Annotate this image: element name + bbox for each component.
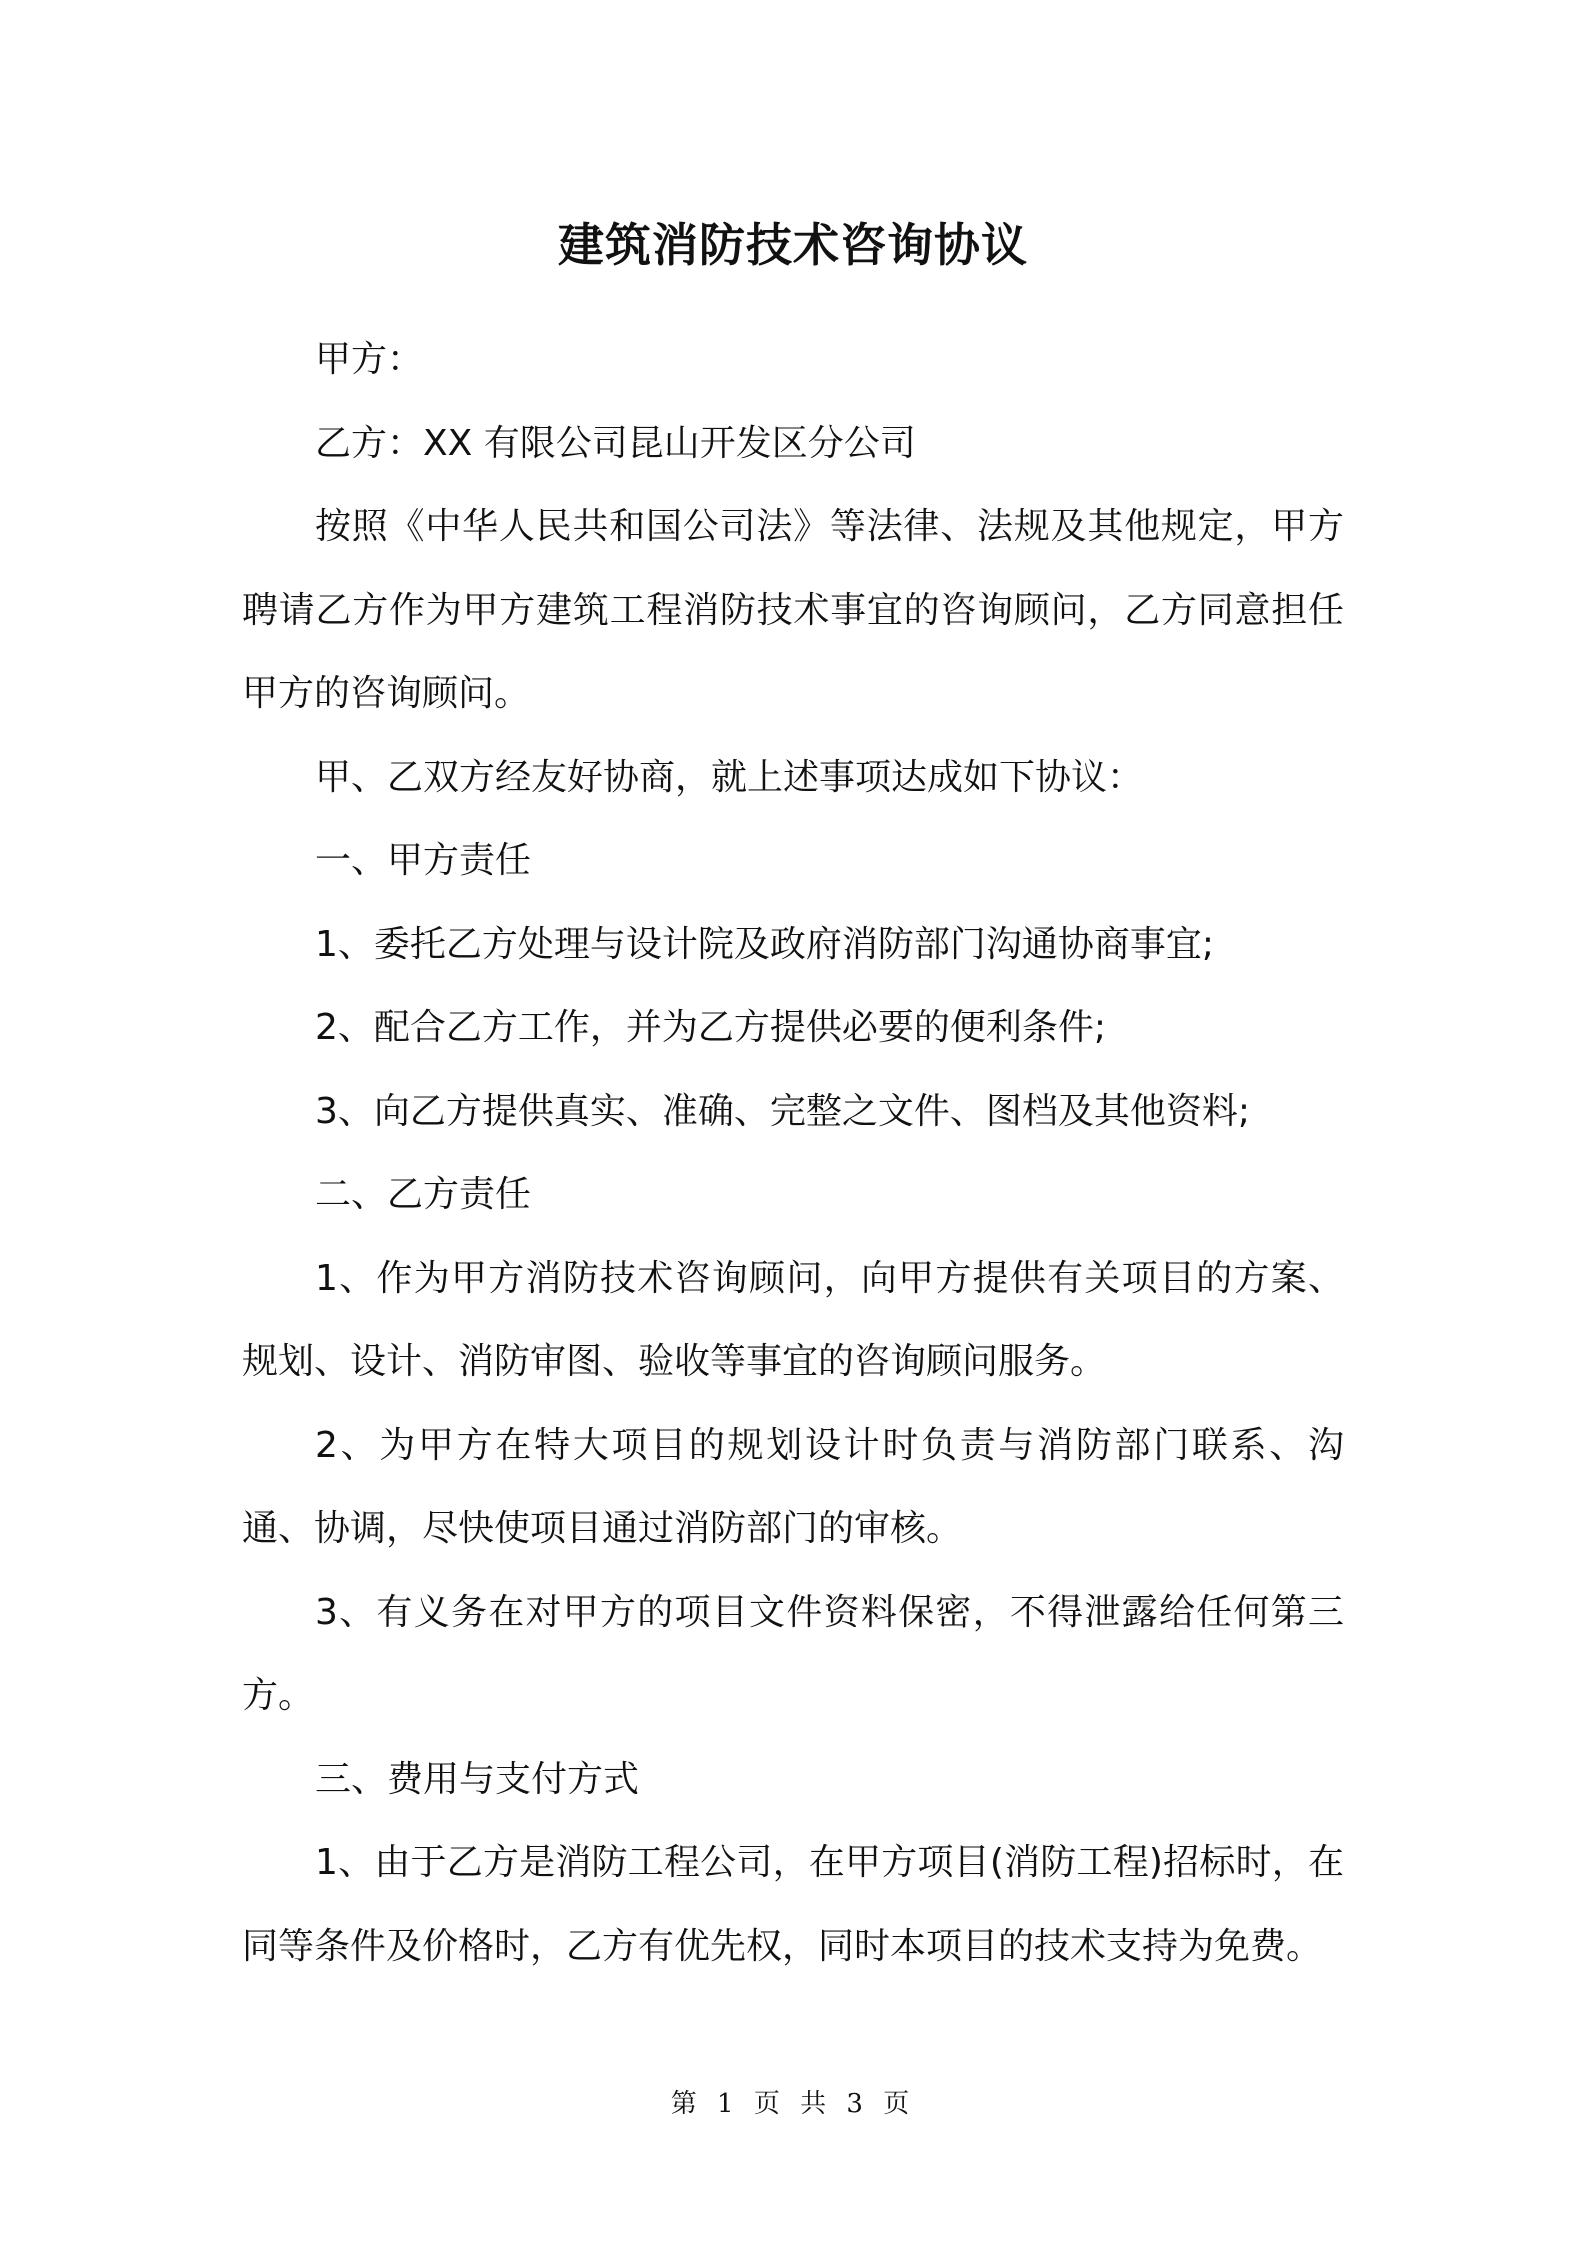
- document-body: [242, 318, 1344, 1988]
- document-title: 建筑消防技术咨询协议: [558, 218, 1028, 272]
- section-heading-fees: 三、费用与支付方式: [315, 1758, 640, 1800]
- party-b-line: 乙方：XX 有限公司昆山开发区分公司: [315, 422, 916, 464]
- intro-paragraph: 按照《中华人民共和国公司法》等法律、法规及其他规定，甲方聘请乙方作为甲方建筑工程消防技术事宜的咨询顾问，乙方同意担任甲方的咨询顾问。: [242, 506, 1344, 714]
- section-heading-party-b: 二、乙方责任: [315, 1174, 532, 1215]
- agreement-paragraph: 甲、乙双方经友好协商，就上述事项达成如下协议：: [315, 756, 1144, 798]
- party-a-item-3: 3、向乙方提供真实、准确、完整之文件、图档及其他资料;: [315, 1090, 1251, 1132]
- party-b-item-2: 2、为甲方在特大项目的规划设计时负责与消防部门联系、沟通、协调，尽快使项目通过消防部门的审核。: [242, 1424, 1344, 1549]
- fees-item-1: 1、由于乙方是消防工程公司，在甲方项目(消防工程)招标时，在同等条件及价格时，乙方有优先权，同时本项目的技术支持为免费。: [242, 1842, 1344, 1967]
- party-a-item-1: 1、委托乙方处理与设计院及政府消防部门沟通协商事宜;: [315, 923, 1215, 965]
- page-number-footer: 第 1 页 共 3 页: [670, 2089, 916, 2119]
- section-heading-party-a: 一、甲方责任: [315, 840, 532, 881]
- party-b-item-1: 1、作为甲方消防技术咨询顾问，向甲方提供有关项目的方案、规划、设计、消防审图、验收等事宜的咨询顾问服务。: [242, 1257, 1344, 1382]
- party-b-item-3: 3、有义务在对甲方的项目文件资料保密，不得泄露给任何第三方。: [242, 1591, 1344, 1716]
- party-a-line: 甲方：: [315, 339, 424, 380]
- party-a-item-2: 2、配合乙方工作，并为乙方提供必要的便利条件;: [315, 1007, 1107, 1048]
